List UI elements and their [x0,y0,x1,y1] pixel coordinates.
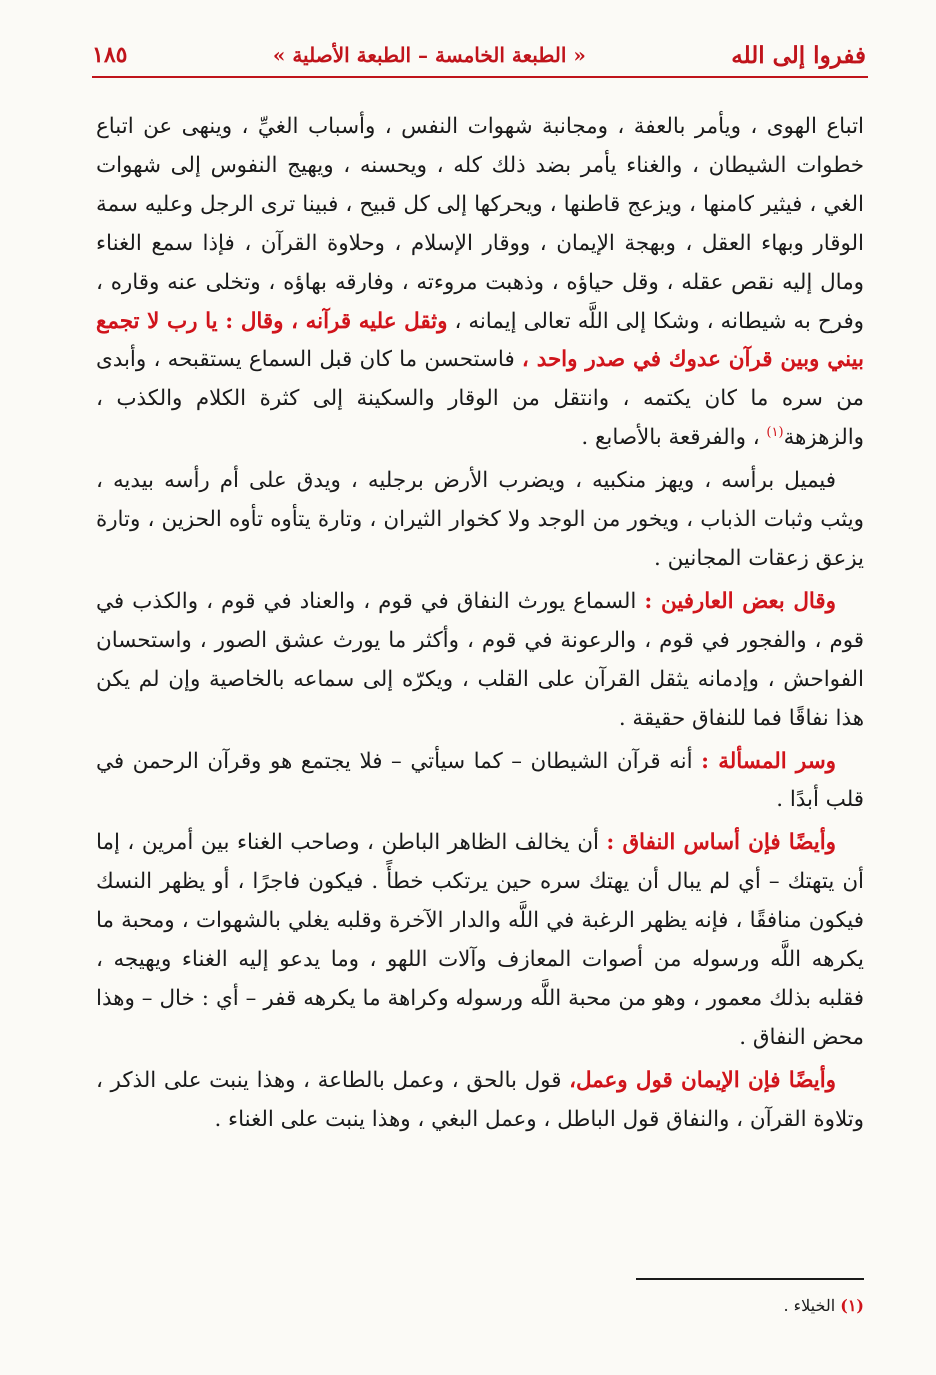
footnote-divider [636,1278,864,1280]
footnote-marker: (١) [766,425,784,441]
highlighted-text: وأيضًا فإن الإيمان قول وعمل، [569,1067,836,1093]
paragraph-3 [96,583,864,739]
footnote-number: (١) [840,1296,864,1315]
highlighted-text: وثقل عليه قرآنه ، وقال : يا رب لا تجمع بيني وبين قرآن عدوك في صدر واحد ، [96,308,864,373]
text: السماع يورث النفاق في قوم ، والعناد في قوم ، والكذب في قوم ، والفجور في قوم ، والرعونة في قوم ، وأكثر ما يورث عشق الصور ، واستحسان الفواحش ، وإدمانه يثقل القرآن على القلب ، ويكرّه إلى سماعه بالخاصية وإن لم يكن هذا نفاقًا فما للنفاق حقيقة . [96,588,864,731]
text: أنه قرآن الشيطان – كما سيأتي – فلا يجتمع هو وقرآن الرحمن في قلب أبدًا . [96,748,864,813]
text: اتباع الهوى ، ويأمر بالعفة ، ومجانبة شهوات النفس ، وأسباب الغيِّ ، وينهى عن اتباع خطوات الشيطان ، والغناء يأمر بضد ذلك كله ، ويحسنه ، ويهيج النفوس إلى شهوات الغي ، فيثير كامنها ، ويزعج قاطنها ، ويحركها إلى كل قبيح ، فبينا ترى الرجل وعليه سمة الوقار وبهاء العقل ، وبهجة الإيمان ، ووقار الإسلام ، وحلاوة القرآن ، فإذا سمع الغناء ومال إليه نقص عقله ، وقل حياؤه ، وذهبت مروءته ، وفارقه بهاؤه ، وتخلى عنه وقاره ، وفرح به شيطانه ، وشكا إلى اللَّه تعالى إيمانه ، [96,114,864,334]
page-number: ١٨٥ [92,42,128,68]
main-text [96,108,864,1144]
text: قول بالحق ، وعمل بالطاعة ، وهذا ينبت على الذكر ، وتلاوة القرآن ، والنفاق قول الباطل ، وعمل البغي ، وهذا ينبت على الغناء . [96,1067,864,1132]
edition-label: « الطبعة الخامسة – الطبعة الأصلية » [272,43,586,67]
text: فاستحسن ما كان قبل السماع يستقبحه ، وأبدى من سره ما كان يكتمه ، وانتقل من الوقار والسكينة إلى كثرة الكلام والكذب ، والزهزهة [96,347,864,451]
paragraph-1 [96,108,864,458]
book-title: ففروا إلى الله [731,41,866,69]
highlighted-text: وسر المسألة : [701,748,836,774]
highlighted-text: وأيضًا فإن أساس النفاق : [606,830,837,856]
text: ، والفرقعة بالأصابع . [581,425,767,451]
paragraph-6 [96,1062,864,1140]
text: أن يخالف الظاهر الباطن ، وصاحب الغناء بين أمرين ، إما أن يتهتك – أي لم يبال أن يهتك سره حين يرتكب خطأً . فيكون فاجرًا ، أو يظهر النسك فيكون منافقًا ، فإنه يظهر الرغبة في اللَّه والدار الآخرة وقلبه يغلي بالشهوات ، ومحبة ما يكرهه اللَّه ورسوله من أصوات المعازف وآلات اللهو ، وما يدعو إليه الغناء ويهيجه ، فقلبه بذلك معمور ، وهو من محبة اللَّه ورسوله وكراهة ما يكرهه قفر – أي : خال – وهذا محض النفاق . [96,830,864,1050]
paragraph-2 [96,462,864,579]
highlighted-text: وقال بعض العارفين : [644,588,836,614]
paragraph-4 [96,743,864,821]
paragraph-5 [96,824,864,1057]
header-divider [92,76,868,78]
footnote [783,1296,864,1315]
page-header [92,38,866,72]
text: فيميل برأسه ، ويهز منكبيه ، ويضرب الأرض برجليه ، ويدق على أم رأسه بيديه ، ويثب وثبات الذباب ، ويخور من الوجد ولا كخوار الثيران ، وتارة يتأوه تأوه الحزين ، وتارة يزعق زعقات المجانين . [96,468,864,571]
footnote-text: الخيلاء . [783,1296,841,1315]
